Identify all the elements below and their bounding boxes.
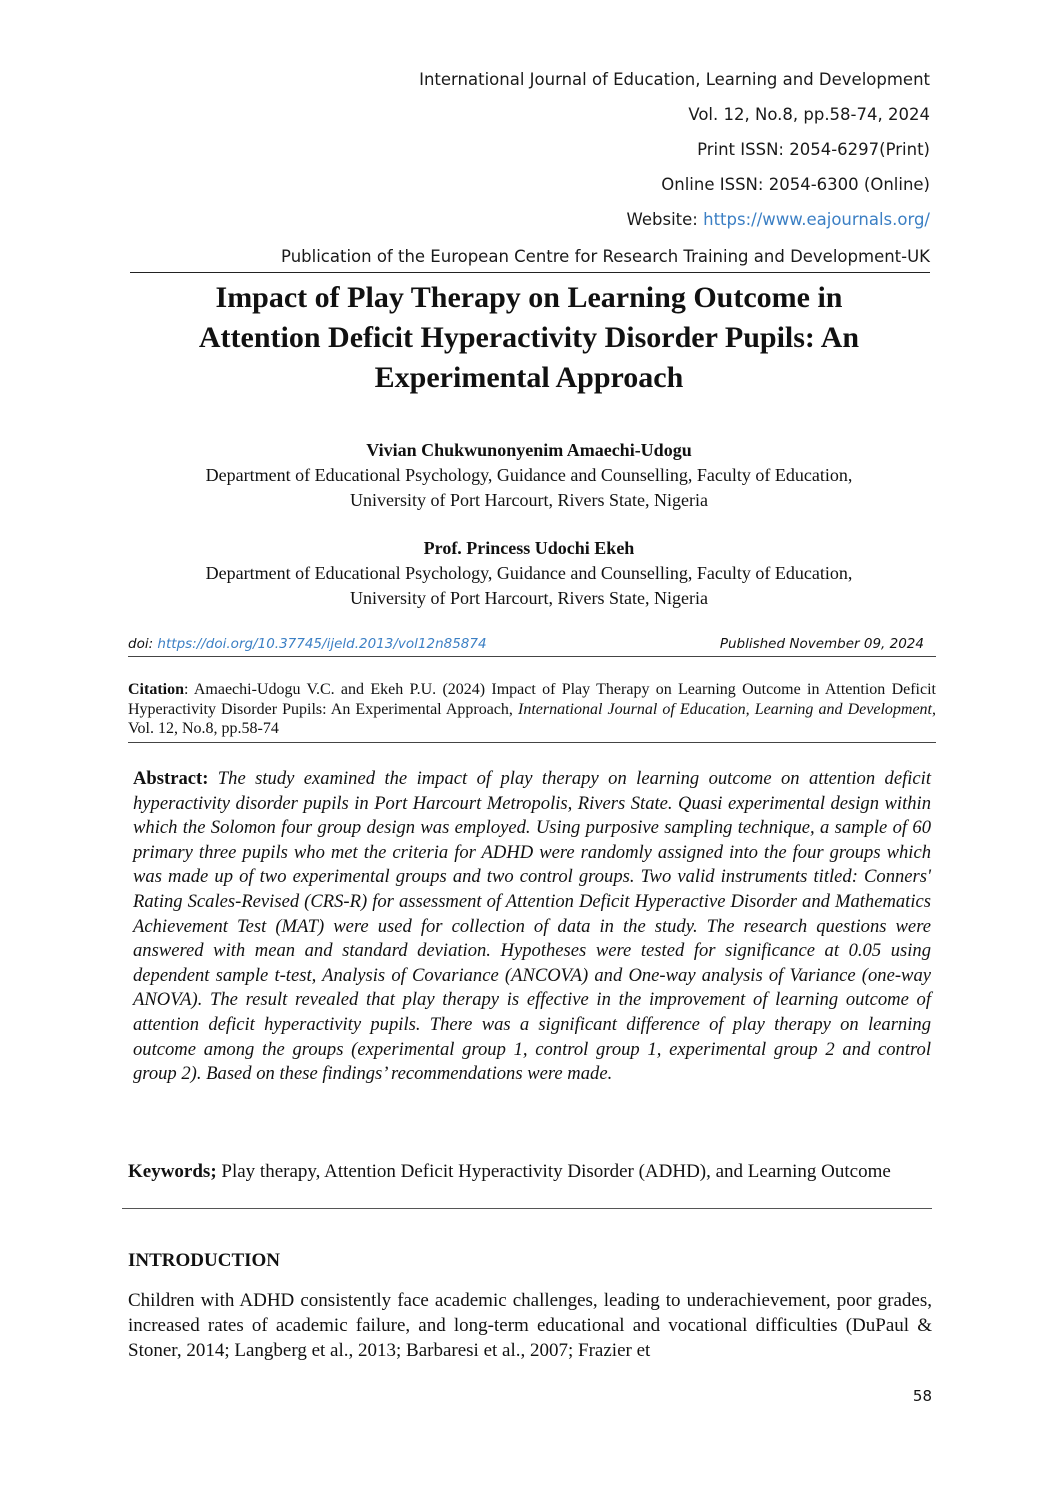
doi-row	[128, 634, 936, 657]
doi-link[interactable]: https://doi.org/10.37745/ijeld.2013/vol12n85874	[157, 636, 487, 652]
print-issn: Print ISSN: 2054-6297(Print)	[697, 140, 930, 159]
citation-journal: International Journal of Education, Learning and Development	[517, 700, 932, 718]
doi	[128, 636, 487, 652]
keywords	[128, 1160, 932, 1184]
keywords-text: Play therapy, Attention Deficit Hyperactivity Disorder (ADHD), and Learning Outcome	[216, 1161, 891, 1182]
title-line-1: Impact of Play Therapy on Learning Outcome in	[215, 281, 843, 314]
citation-label: Citation	[128, 681, 184, 698]
author-affiliation: University of Port Harcourt, Rivers State, Nigeria	[350, 490, 708, 510]
website-label: Website:	[626, 210, 704, 229]
published-date: Published November 09, 2024	[719, 636, 924, 652]
author-affiliation: University of Port Harcourt, Rivers State, Nigeria	[350, 588, 708, 608]
journal-header	[130, 62, 930, 273]
author-block-2	[100, 536, 958, 611]
title-line-3: Experimental Approach	[374, 361, 684, 394]
author-name: Prof. Princess Udochi Ekeh	[423, 538, 635, 558]
title-line-2: Attention Deficit Hyperactivity Disorder Pupils: An	[198, 321, 860, 354]
volume-info: Vol. 12, No.8, pp.58-74, 2024	[688, 105, 930, 124]
paper-title	[100, 278, 958, 398]
introduction-text: Children with ADHD consistently face academic challenges, leading to underachievement, poor grades, increased rates of academic failure, and long-term educational and vocational difficulties (DuPaul & Stoner, 2014; Langberg et al., 2013; Barbaresi et al., 2007; Frazier et	[128, 1290, 932, 1361]
author-name: Vivian Chukwunonyenim Amaechi-Udogu	[366, 440, 692, 460]
keywords-label: Keywords;	[128, 1161, 217, 1182]
website-link[interactable]: https://www.eajournals.org/	[703, 210, 930, 229]
citation-text: : Amaechi-Udogu V.C. and Ekeh P.U. (2024) Impact of Play Therapy on Learning Outcome in Attention Deficit Hyperactivity Disorder Pupils: An Experimental Approach,	[128, 681, 936, 718]
author-block-1	[100, 438, 958, 513]
page-number: 58	[912, 1387, 932, 1405]
online-issn: Online ISSN: 2054-6300 (Online)	[661, 175, 930, 194]
abstract-text: The study examined the impact of play therapy on learning outcome on attention deficit hyperactivity disorder pupils in Port Harcourt Metropolis, Rivers State. Quasi experimental design within which the Solomon four group design was employed. Using purposive sampling technique, a sample of 60 primary three pupils who met the criteria for ADHD were randomly assigned into the four groups which was made up of two experimental groups and two control groups. Two valid instruments titled: Conners' Rating Scales-Revised (CRS-R) for assessment of Attention Deficit Hyperactive Disorder and Mathematics Achievement Test (MAT) were used for collection of data in the study. The research questions were answered with mean and standard deviation. Hypotheses were tested for significance at 0.05 using dependent sample t-test, Analysis of Covariance (ANCOVA) and One-way analysis of Variance (one-way ANOVA). The result revealed that play therapy is effective in the improvement of learning outcome of attention deficit hyperactivity pupils. There was a significant difference of play therapy on learning outcome among the groups (experimental group 1, control group 1, experimental group 2 and control group 2). Based on these findings’ recommendations were made.	[133, 768, 931, 1085]
introduction-heading: INTRODUCTION	[128, 1250, 281, 1271]
citation	[128, 680, 936, 743]
citation-tail: , Vol. 12, No.8, pp.58-74	[128, 700, 936, 737]
author-affiliation: Department of Educational Psychology, Guidance and Counselling, Faculty of Education,	[205, 465, 853, 485]
publisher-line: Publication of the European Centre for Research Training and Development-UK	[130, 241, 930, 273]
author-affiliation: Department of Educational Psychology, Guidance and Counselling, Faculty of Education,	[205, 563, 853, 583]
journal-name: International Journal of Education, Learning and Development	[419, 70, 930, 89]
abstract	[133, 767, 931, 1087]
keywords-divider	[122, 1208, 932, 1209]
website-line	[130, 202, 930, 237]
doi-label: doi:	[128, 636, 158, 652]
abstract-label: Abstract:	[133, 768, 209, 789]
